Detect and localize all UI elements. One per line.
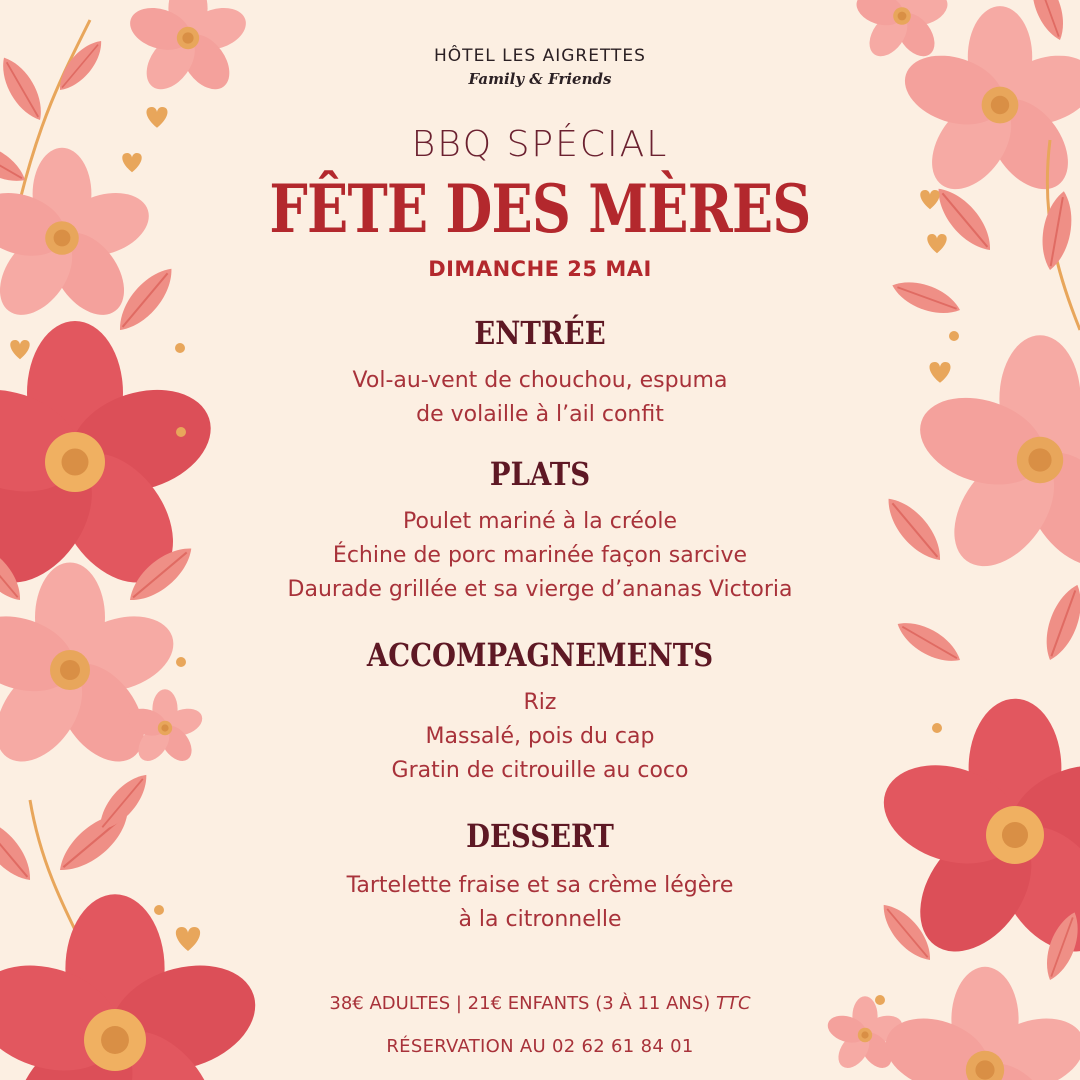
section-heading-entree: ENTRÉE	[474, 314, 606, 352]
menu-item: Échine de porc marinée façon sarcive	[332, 543, 748, 568]
price-info	[0, 993, 1080, 1014]
menu-item: de volaille à l’ail confit	[416, 402, 664, 427]
section-heading-dessert: DESSERT	[466, 817, 614, 855]
menu-item: Vol-au-vent de chouchou, espuma	[352, 368, 728, 393]
event-title: FÊTE DES MÈRES	[269, 170, 811, 248]
menu-item: Massalé, pois du cap	[425, 724, 655, 749]
menu-item: Gratin de citrouille au coco	[391, 758, 689, 783]
reservation-phone: RÉSERVATION AU 02 62 61 84 01	[386, 1036, 694, 1057]
menu-item: Poulet mariné à la créole	[402, 509, 678, 534]
hotel-name: HÔTEL LES AIGRETTES	[434, 46, 646, 66]
section-heading-accompagnements: ACCOMPAGNEMENTS	[366, 636, 714, 674]
tax-note: TTC	[716, 993, 751, 1014]
hotel-tagline: Family & Friends	[468, 70, 612, 88]
menu-item: Riz	[523, 690, 557, 715]
menu-item: à la citronnelle	[458, 907, 622, 932]
menu-item: Daurade grillée et sa vierge d’ananas Victoria	[287, 577, 793, 602]
menu-item: Tartelette fraise et sa crème légère	[346, 873, 734, 898]
event-date: DIMANCHE 25 MAI	[428, 257, 652, 281]
section-heading-plats: PLATS	[489, 455, 591, 493]
price-text: 38€ ADULTES | 21€ ENFANTS (3 À 11 ANS)	[329, 993, 711, 1014]
event-subtitle: BBQ SPÉCIAL	[411, 124, 669, 165]
